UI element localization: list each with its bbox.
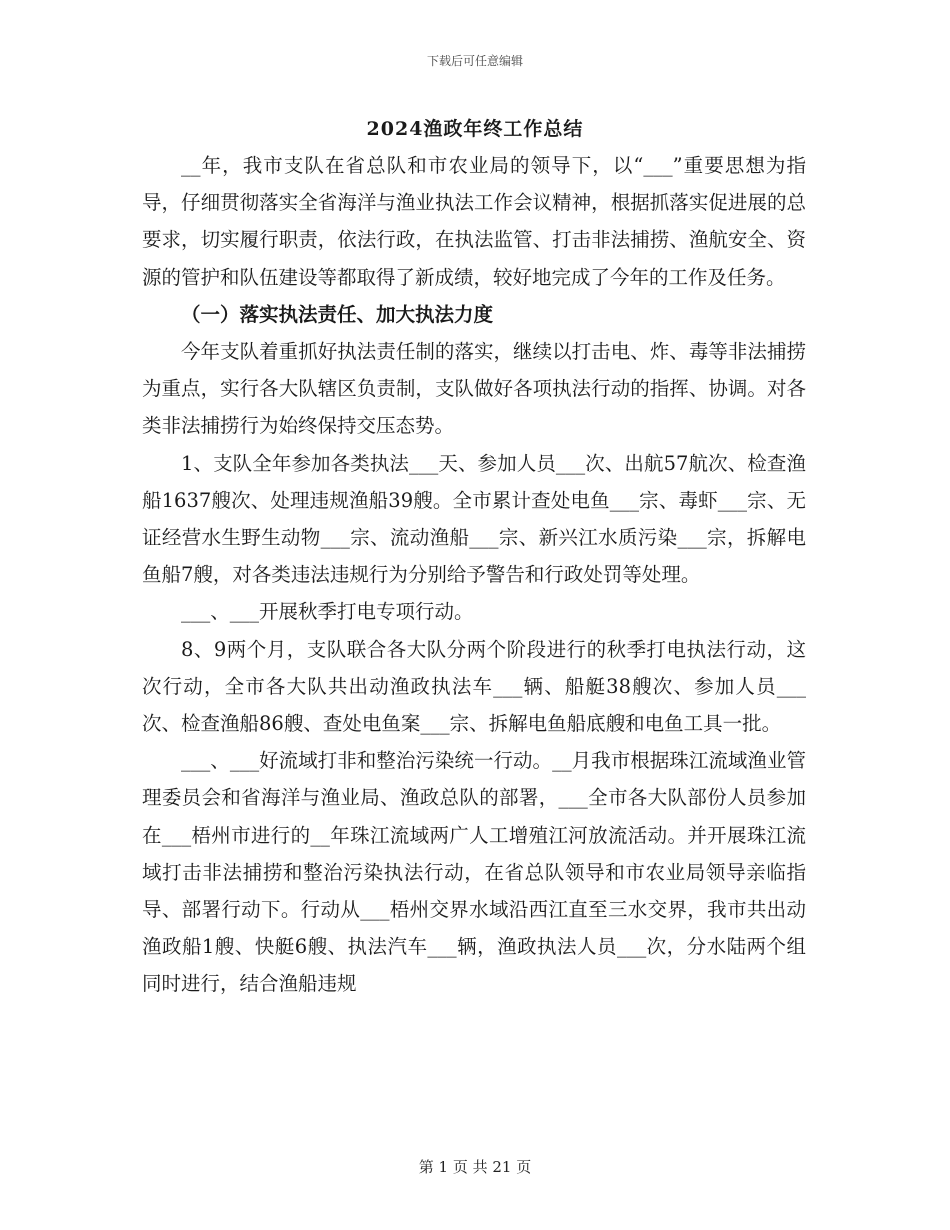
document-title: 2024渔政年终工作总结 — [366, 118, 584, 140]
paragraph: 8、9两个月，支队联合各大队分两个阶段进行的秋季打电执法行动，这次行动，全市各大队共出动渔政执法车___辆、船艇38艘次、参加人员___次、检查渔船86艘、查处电鱼案___宗、拆解电鱼船底艘和电鱼工具一批。 — [142, 637, 806, 736]
paragraph: ___、___好流域打非和整治污染统一行动。__月我市根据珠江流域渔业管理委员会和省海洋与渔业局、渔政总队的部署，___全市各大队部份人员参加在___梧州市进行的__年珠江流域两广人工增殖江河放流活动。并开展珠江流域打击非法捕捞和整治污染执法行动，在省总队领导和市农业局领导亲临指导、部署行动下。行动从___梧州交界水域沿西江直至三水交界，我市共出动渔政船1艘、快艇6艘、执法汽车___辆，渔政执法人员___次，分水陆两个组同时进行，结合渔船违规 — [142, 749, 806, 996]
paragraph: 1、支队全年参加各类执法___天、参加人员___次、出航57航次、检查渔船1637艘次、处理违规渔船39艘。全市累计查处电鱼___宗、毒虾___宗、无证经营水生野生动物___宗、流动渔船___宗、新兴江水质污染___宗，拆解电鱼船7艘，对各类违法违规行为分别给予警告和行政处罚等处理。 — [142, 451, 806, 587]
section-heading: （一）落实执法责任、加大执法力度 — [181, 302, 494, 326]
paragraph: 今年支队着重抓好执法责任制的落实，继续以打击电、炸、毒等非法捕捞为重点，实行各大队辖区负责制，支队做好各项执法行动的指挥、协调。对各类非法捕捞行为始终保持交压态势。 — [142, 340, 806, 438]
page-header-note: 下载后可任意编辑 — [426, 54, 523, 68]
paragraph: ___、___开展秋季打电专项行动。 — [181, 600, 474, 624]
paragraph-intro: __年，我市支队在省总队和市农业局的领导下，以“___”重要思想为指导，仔细贯彻落实全省海洋与渔业执法工作会议精神，根据抓落实促进展的总要求，切实履行职责，依法行政，在执法监管、打击非法捕捞、渔航安全、资源的管护和队伍建设等都取得了新成绩，较好地完成了今年的工作及任务。 — [142, 154, 806, 289]
document-body — [142, 147, 806, 1003]
page-number: 第 1 页 共 21 页 — [418, 1158, 532, 1176]
